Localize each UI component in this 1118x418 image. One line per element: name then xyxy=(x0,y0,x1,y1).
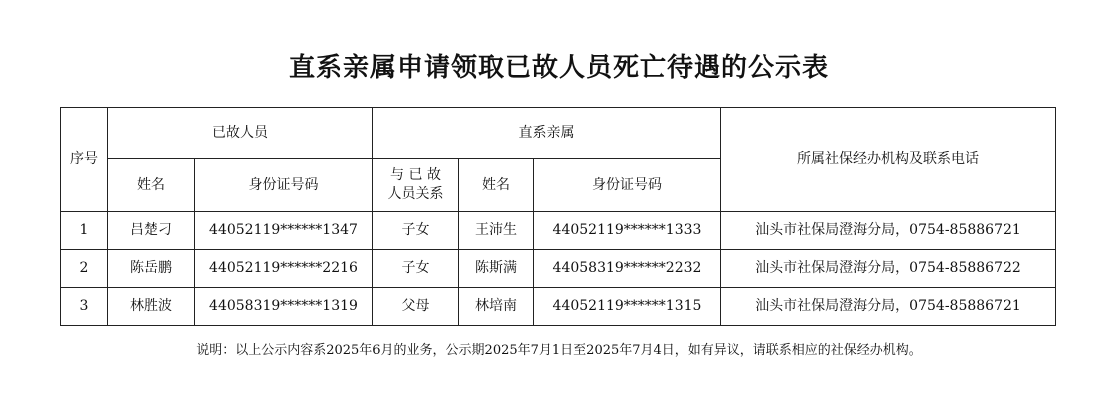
table-row xyxy=(61,250,1056,288)
cell-deceased-name: 林胜波 xyxy=(108,288,195,326)
cell-agency: 汕头市社保局澄海分局，0754-85886721 xyxy=(721,212,1056,250)
cell-agency: 汕头市社保局澄海分局，0754-85886721 xyxy=(721,288,1056,326)
cell-deceased-name: 陈岳鹏 xyxy=(108,250,195,288)
header-deceased-name: 姓名 xyxy=(108,159,195,212)
table-row xyxy=(61,212,1056,250)
header-relation xyxy=(373,159,459,212)
header-relative-name: 姓名 xyxy=(459,159,534,212)
cell-agency: 汕头市社保局澄海分局，0754-85886722 xyxy=(721,250,1056,288)
cell-relative-name: 林培南 xyxy=(459,288,534,326)
notice-table xyxy=(60,107,1056,326)
cell-relative-id: 44052119******1315 xyxy=(534,288,721,326)
header-relation-line2: 人员关系 xyxy=(387,186,444,202)
cell-relation: 子女 xyxy=(373,212,459,250)
cell-seq: 3 xyxy=(61,288,108,326)
footnote: 说明：以上公示内容系2025年6月的业务，公示期2025年7月1日至2025年7月4日，如有异议，请联系相应的社保经办机构。 xyxy=(196,343,922,358)
cell-deceased-id: 44052119******1347 xyxy=(195,212,373,250)
cell-relation: 父母 xyxy=(373,288,459,326)
cell-relative-id: 44052119******1333 xyxy=(534,212,721,250)
header-relation-text xyxy=(388,166,444,204)
cell-deceased-id: 44058319******1319 xyxy=(195,288,373,326)
cell-deceased-id: 44052119******2216 xyxy=(195,250,373,288)
cell-relative-name: 王沛生 xyxy=(459,212,534,250)
header-relative-group: 直系亲属 xyxy=(373,108,721,159)
cell-relative-name: 陈斯满 xyxy=(459,250,534,288)
header-row-1 xyxy=(61,108,1056,159)
cell-deceased-name: 吕楚刁 xyxy=(108,212,195,250)
header-deceased-id: 身份证号码 xyxy=(195,159,373,212)
page-title: 直系亲属申请领取已故人员死亡待遇的公示表 xyxy=(288,53,829,83)
header-relative-id: 身份证号码 xyxy=(534,159,721,212)
header-agency: 所属社保经办机构及联系电话 xyxy=(721,108,1056,212)
header-deceased-group: 已故人员 xyxy=(108,108,373,159)
cell-seq: 1 xyxy=(61,212,108,250)
header-seq: 序号 xyxy=(61,108,108,212)
cell-relation: 子女 xyxy=(373,250,459,288)
table-row xyxy=(61,288,1056,326)
cell-seq: 2 xyxy=(61,250,108,288)
cell-relative-id: 44058319******2232 xyxy=(534,250,721,288)
header-relation-line1: 与 已 故 xyxy=(390,167,441,183)
